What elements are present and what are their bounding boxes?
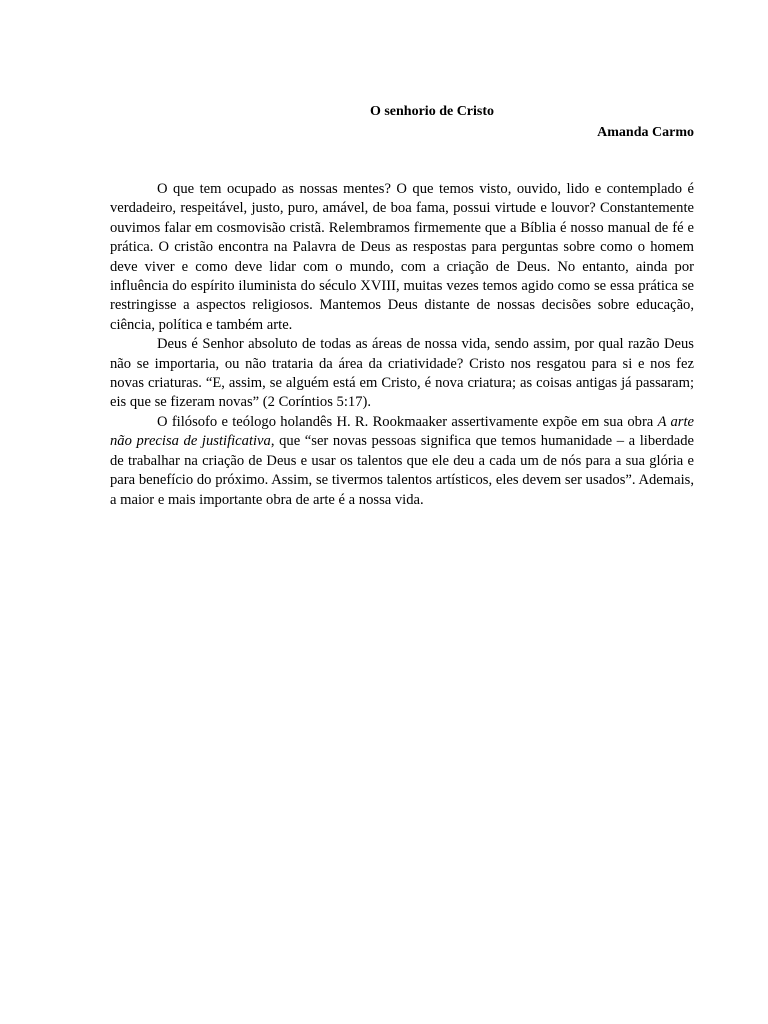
- document-title: O senhorio de Cristo: [369, 104, 495, 119]
- paragraph-1: O que tem ocupado as nossas mentes? O que temos visto, ouvido, lido e contemplado é verdadeiro, respeitável, justo, puro, amável, de boa fama, possui virtude e louvor? Constantemente ouvimos falar em cosmovisão cristã. Relembramos firmemente que a Bíblia é nosso manual de fé e prática. O cristão encontra na Palavra de Deus as respostas para perguntas sobre como o homem deve viver e como deve lidar com o mundo, com a criação de Deus. No entanto, ainda por influência do espírito iluminista do século XVIII, muitas vezes temos agido como se essa prática se restringisse a aspectos religiosos. Mantemos Deus distante de nossas decisões sobre educação, ciência, política e também arte.: [110, 181, 694, 333]
- paragraph-3-rest: , que “ser novas pessoas significa que temos humanidade – a liberdade de trabalhar na criação de Deus e usar os talentos que ele deu a cada um de nós para a sua glória e para benefício do próximo. Assim, se tivermos talentos artísticos, eles devem ser usados”. Ademais, a maior e mais importante obra de arte é a nossa vida.: [110, 433, 695, 508]
- paragraph-3: [110, 413, 694, 510]
- book-title: A arte não precisa de justificativa: [110, 413, 694, 450]
- paragraph-3-intro: O filósofo e teólogo holandês H. R. Rookmaaker assertivamente expõe em sua obra: [157, 413, 658, 430]
- paragraph-2: Deus é Senhor absoluto de todas as áreas de nossa vida, sendo assim, por qual razão Deus não se importaria, ou não trataria da área da criatividade? Cristo nos resgatou para si e nos fez novas criaturas. “E, assim, se alguém está em Cristo, é nova criatura; as coisas antigas já passaram; eis que se fizeram novas” (2 Coríntios 5:17).: [110, 336, 694, 411]
- document-author: Amanda Carmo: [597, 125, 694, 140]
- document-page: [110, 102, 694, 510]
- document-body: [110, 180, 694, 510]
